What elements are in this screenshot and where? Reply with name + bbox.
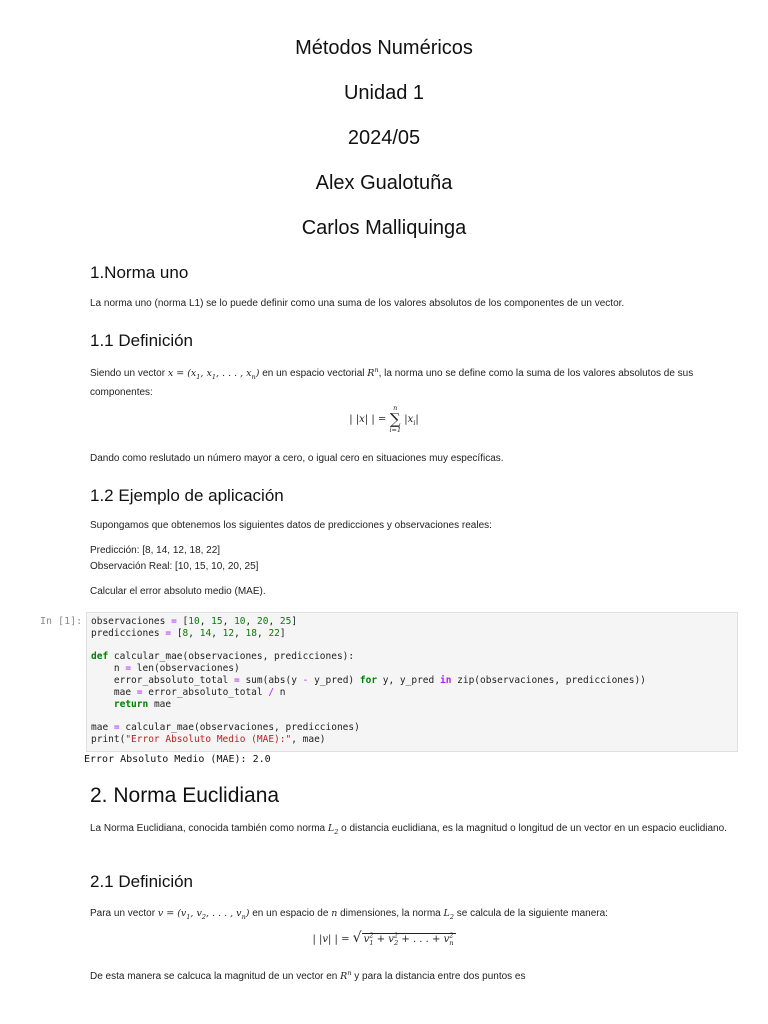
code-cell-output: Error Absoluto Medio (MAE): 2.0 xyxy=(84,754,271,765)
ejemplo-intro: Supongamos que obtenemos los siguientes datos de predicciones y observaciones reales: xyxy=(90,520,492,531)
vector-v-expression: $v = (v_1$, $v_2$, . . . , $v_n$) xyxy=(157,908,250,921)
sum-symbol: n ∑ i=1 xyxy=(389,404,402,434)
unit-title: Unidad 1 xyxy=(343,82,425,104)
result-note: Dando como reslutado un número mayor a cero, o igual cero en situaciones muy específicas. xyxy=(90,453,504,464)
def2-text-after: se calcula de la siguiente manera: xyxy=(456,908,608,919)
code-cell-prompt: In [1]: xyxy=(40,616,83,627)
def1-text-after: , la norma uno se define como la suma de los valores absolutos de sus componentes: xyxy=(90,368,694,399)
norm-l2-symbol-2: $L_2$ xyxy=(443,908,454,921)
course-title: Métodos Numéricos xyxy=(295,37,473,59)
code-cell[interactable] xyxy=(86,612,738,752)
formula-l1-rhs: |x xyxy=(404,414,414,425)
euclid-text-after: o distancia euclidiana, es la magnitud o longitud de un vector en un espacio euclidiano. xyxy=(341,823,727,834)
n-symbol: n xyxy=(331,908,338,919)
definicion-2-paragraph xyxy=(90,906,736,925)
date-title: 2024/05 xyxy=(347,127,421,149)
def2-text-mid: en un espacio de xyxy=(252,908,329,919)
code-source[interactable]: observaciones = [10, 15, 10, 20, 25] predicciones = [8, 14, 12, 18, 22] def calcular_mae(observaciones, predicciones): n = len(observaciones) error_absoluto_total = sum(abs(y - y_pred) for y, y_pred in zip(observaciones, predicciones)) mae = error_absoluto_total / n return mae mae = calcular_mae(observaciones, predicciones) print("Error Absoluto Medio (MAE):", mae) xyxy=(91,616,646,745)
space-rn-2: $R^n$ xyxy=(340,969,352,983)
euclid-text-before: La Norma Euclidiana, conocida también como norma xyxy=(90,823,326,834)
title-block xyxy=(0,0,768,240)
formula-l2-radicand: $v^2_1 + v^2_2$ + . . . + $v^2_n$ xyxy=(363,931,454,947)
formula-l1-lhs: | |x| | = xyxy=(349,414,390,425)
definicion-1-paragraph xyxy=(90,362,736,401)
heading-definicion-2: 2.1 Definición xyxy=(90,872,194,891)
sum-lower: i=1 xyxy=(389,426,402,434)
prediccion-line: Predicción: [8, 14, 12, 18, 22] xyxy=(90,545,221,556)
space-rn: $R^n$ xyxy=(367,366,379,380)
observacion-line: Observación Real: [10, 15, 10, 20, 25] xyxy=(90,561,259,572)
author-1: Alex Gualotuña xyxy=(315,172,453,194)
heading-definicion-1: 1.1 Definición xyxy=(90,331,194,350)
section-norma-uno xyxy=(90,263,736,283)
intro-norma-uno: La norma uno (norma L1) se lo puede definir como una suma de los valores absolutos de los componentes de un vector. xyxy=(90,298,625,309)
euclidiana-paragraph xyxy=(90,821,736,840)
author-2: Carlos Malliquinga xyxy=(301,217,467,239)
norm-l2-symbol: $L_2$ xyxy=(327,823,339,836)
formula-l2-lhs: | |v| | = xyxy=(312,934,353,945)
heading-norma-uno: 1.Norma uno xyxy=(90,263,189,282)
def1-text-before: Siendo un vector xyxy=(90,368,166,380)
def2-text-before: Para un vector xyxy=(90,908,156,919)
formula-l1: | |x| | = n ∑ i=1 $|x_i|$ xyxy=(349,404,419,434)
last-text-after: y para la distancia entre dos puntos es xyxy=(354,971,526,983)
last-text-before: De esta manera se calcuca la magnitud de un vector en xyxy=(90,971,338,983)
heading-ejemplo: 1.2 Ejemplo de aplicación xyxy=(90,486,284,505)
def2-text-mid2: dimensiones, la norma xyxy=(340,908,441,919)
calc-instruction: Calcular el error absoluto medio (MAE). xyxy=(90,586,266,597)
def1-text-mid: en un espacio vectorial xyxy=(262,368,365,380)
heading-norma-euclidiana: 2. Norma Euclidiana xyxy=(90,784,280,807)
formula-l1-rhs-sub: i xyxy=(413,419,416,427)
magnitude-paragraph xyxy=(90,965,736,985)
formula-l2: | |v| | = √ $v^2_1 + v^2_2$ + . . . + $v^2_n$ xyxy=(312,930,454,947)
sum-upper: n xyxy=(393,404,398,412)
vector-x-expression: $x = (x_1$, $x_1$, . . . , $x_n$) xyxy=(167,368,260,382)
